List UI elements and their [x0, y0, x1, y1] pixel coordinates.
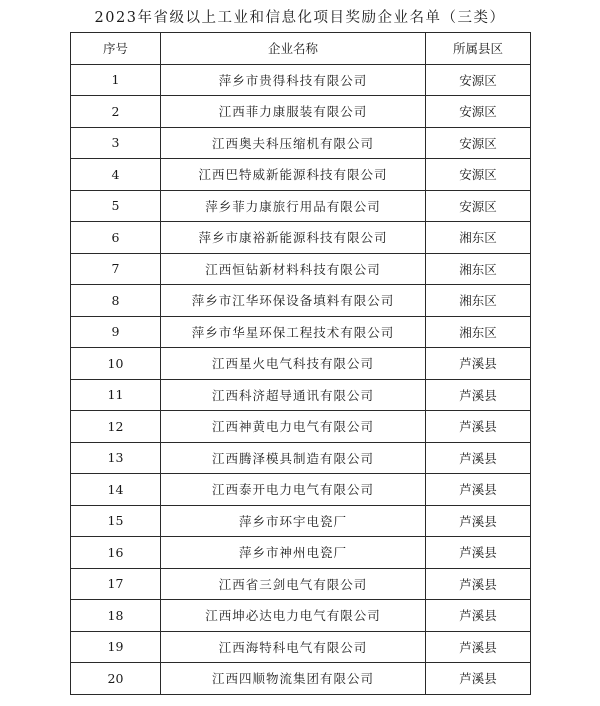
row-county: 安源区: [426, 190, 531, 222]
row-county: 安源区: [426, 64, 531, 96]
table-row: [71, 568, 531, 600]
row-company-name: 江西科济超导通讯有限公司: [161, 379, 426, 411]
row-serial-number: 1: [71, 64, 161, 96]
row-serial-number: 14: [71, 474, 161, 506]
row-county: 湘东区: [426, 222, 531, 254]
row-serial-number: 19: [71, 631, 161, 663]
row-county: 芦溪县: [426, 442, 531, 474]
row-company-name: 萍乡市环宇电瓷厂: [161, 505, 426, 537]
row-company-name: 江西神黄电力电气有限公司: [161, 411, 426, 443]
row-county: 湘东区: [426, 285, 531, 317]
row-company-name: 萍乡市康裕新能源科技有限公司: [161, 222, 426, 254]
row-county: 芦溪县: [426, 663, 531, 695]
row-company-name: 萍乡市贵得科技有限公司: [161, 64, 426, 96]
row-county: 湘东区: [426, 316, 531, 348]
table-row: [71, 316, 531, 348]
row-company-name: 江西省三剑电气有限公司: [161, 568, 426, 600]
row-company-name: 江西四顺物流集团有限公司: [161, 663, 426, 695]
row-county: 芦溪县: [426, 379, 531, 411]
row-serial-number: 12: [71, 411, 161, 443]
row-county: 安源区: [426, 159, 531, 191]
table-row: [71, 505, 531, 537]
row-serial-number: 2: [71, 96, 161, 128]
row-county: 芦溪县: [426, 600, 531, 632]
row-serial-number: 7: [71, 253, 161, 285]
table-row: [71, 222, 531, 254]
row-county: 芦溪县: [426, 348, 531, 380]
row-serial-number: 13: [71, 442, 161, 474]
table-row: [71, 285, 531, 317]
row-county: 芦溪县: [426, 537, 531, 569]
table-row: [71, 600, 531, 632]
table-row: [71, 442, 531, 474]
table-row: [71, 96, 531, 128]
header-serial-number: 序号: [71, 33, 161, 65]
row-company-name: 江西腾泽模具制造有限公司: [161, 442, 426, 474]
row-county: 芦溪县: [426, 505, 531, 537]
table-row: [71, 474, 531, 506]
table-row: [71, 348, 531, 380]
row-county: 湘东区: [426, 253, 531, 285]
table-header-row: [71, 33, 531, 65]
row-company-name: 萍乡菲力康旅行用品有限公司: [161, 190, 426, 222]
table-row: [71, 190, 531, 222]
document-title: 2023年省级以上工业和信息化项目奖励企业名单（三类）: [94, 10, 506, 26]
row-county: 芦溪县: [426, 568, 531, 600]
row-serial-number: 5: [71, 190, 161, 222]
row-company-name: 江西奥夫科压缩机有限公司: [161, 127, 426, 159]
row-serial-number: 9: [71, 316, 161, 348]
table-row: [71, 64, 531, 96]
table-row: [71, 537, 531, 569]
row-serial-number: 8: [71, 285, 161, 317]
row-company-name: 萍乡市神州电瓷厂: [161, 537, 426, 569]
row-serial-number: 16: [71, 537, 161, 569]
row-serial-number: 3: [71, 127, 161, 159]
company-table: [70, 32, 531, 695]
row-serial-number: 15: [71, 505, 161, 537]
header-company-name: 企业名称: [161, 33, 426, 65]
row-company-name: 江西泰开电力电气有限公司: [161, 474, 426, 506]
table-row: [71, 411, 531, 443]
table-row: [71, 127, 531, 159]
row-county: 芦溪县: [426, 631, 531, 663]
row-serial-number: 6: [71, 222, 161, 254]
row-company-name: 江西菲力康服装有限公司: [161, 96, 426, 128]
header-county: 所属县区: [426, 33, 531, 65]
row-serial-number: 17: [71, 568, 161, 600]
table-row: [71, 631, 531, 663]
table-row: [71, 663, 531, 695]
row-serial-number: 18: [71, 600, 161, 632]
table-row: [71, 253, 531, 285]
row-county: 安源区: [426, 96, 531, 128]
row-county: 安源区: [426, 127, 531, 159]
row-company-name: 江西星火电气科技有限公司: [161, 348, 426, 380]
row-company-name: 江西巴特威新能源科技有限公司: [161, 159, 426, 191]
table-row: [71, 379, 531, 411]
row-serial-number: 10: [71, 348, 161, 380]
row-company-name: 江西恒钻新材料科技有限公司: [161, 253, 426, 285]
row-company-name: 萍乡市江华环保设备填料有限公司: [161, 285, 426, 317]
row-company-name: 江西坤必达电力电气有限公司: [161, 600, 426, 632]
row-county: 芦溪县: [426, 474, 531, 506]
row-county: 芦溪县: [426, 411, 531, 443]
row-company-name: 江西海特科电气有限公司: [161, 631, 426, 663]
row-serial-number: 11: [71, 379, 161, 411]
table-row: [71, 159, 531, 191]
row-serial-number: 20: [71, 663, 161, 695]
row-company-name: 萍乡市华星环保工程技术有限公司: [161, 316, 426, 348]
row-serial-number: 4: [71, 159, 161, 191]
